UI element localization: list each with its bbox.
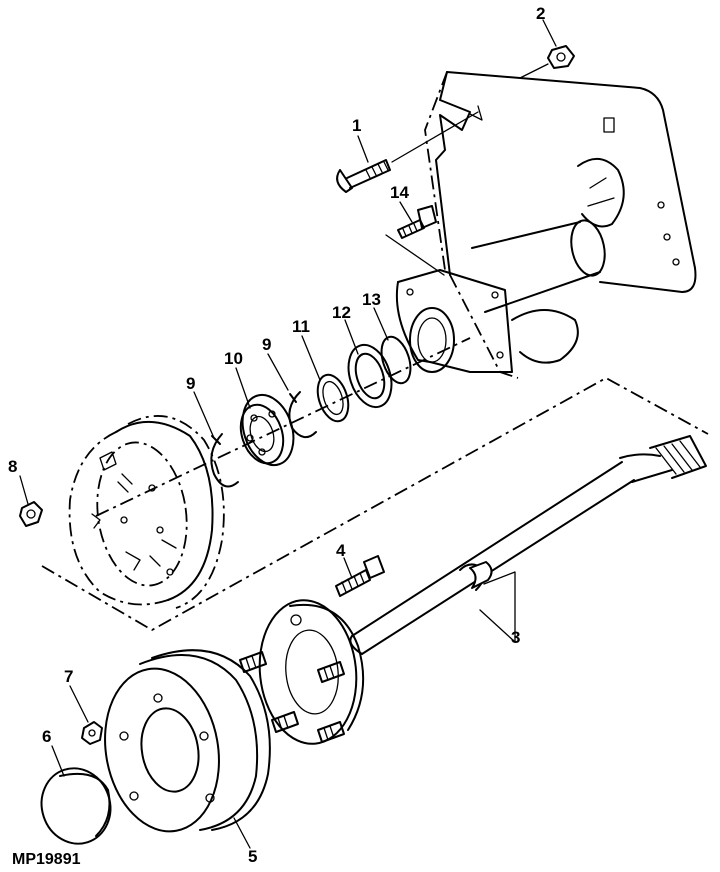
callout-10: 10 <box>224 349 243 368</box>
ball-bearing <box>234 388 302 471</box>
brake-drum <box>93 650 270 840</box>
axle-housing <box>386 217 609 372</box>
callout-11: 11 <box>292 317 310 336</box>
callout-5: 5 <box>248 847 258 866</box>
callout-2: 2 <box>536 4 546 23</box>
callout-9-outer: 9 <box>186 374 196 393</box>
cap-screw <box>398 206 436 238</box>
callout-6: 6 <box>42 727 52 746</box>
figure-id: MP19891 <box>12 851 81 868</box>
axle-shaft <box>350 436 706 654</box>
callout-13: 13 <box>362 290 381 309</box>
callout-8: 8 <box>8 457 18 476</box>
hub-flange <box>240 595 363 748</box>
dust-cap <box>32 759 120 852</box>
spacer-ring <box>312 371 353 425</box>
wheel-stud <box>336 556 384 596</box>
leader-lines <box>20 20 556 848</box>
callout-9-inner: 9 <box>262 335 272 354</box>
callout-7: 7 <box>64 667 74 686</box>
mounting-plate <box>425 72 695 378</box>
snap-ring-outer <box>211 434 238 487</box>
brake-backing-plate <box>70 416 224 608</box>
callout-4: 4 <box>336 541 346 560</box>
assembly-axis <box>96 338 470 516</box>
callout-12: 12 <box>332 303 351 322</box>
callout-1: 1 <box>352 116 362 135</box>
flange-nut-left <box>20 502 42 526</box>
lug-nut <box>82 722 102 744</box>
callout-3: 3 <box>511 628 521 647</box>
flange-nut-top <box>520 46 574 78</box>
callout-14: 14 <box>390 183 409 202</box>
kit-boundary <box>42 378 708 630</box>
